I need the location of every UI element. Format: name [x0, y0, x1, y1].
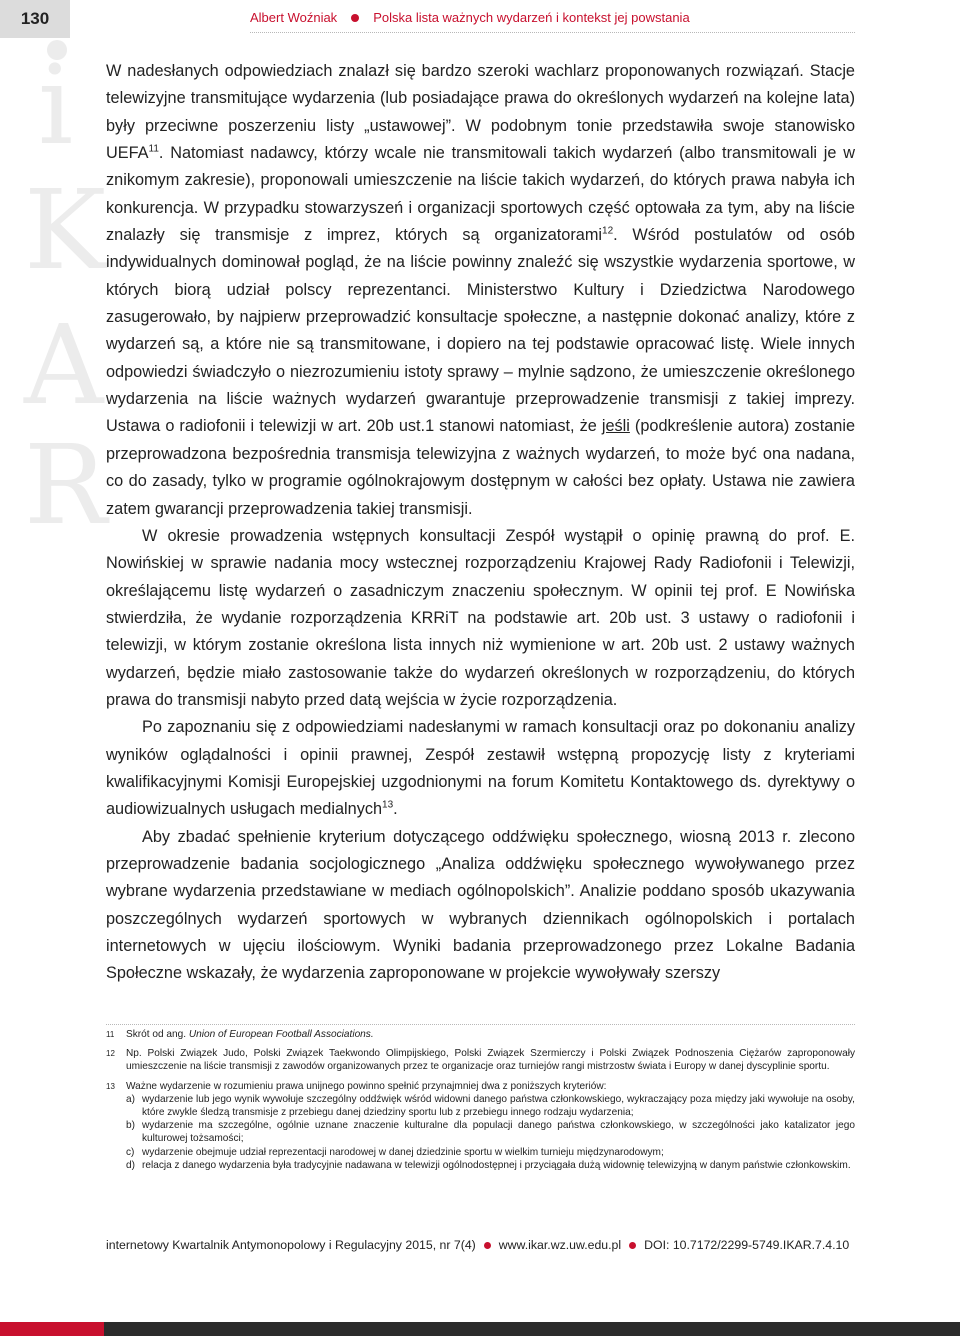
footnote-ref-13[interactable]: 13: [382, 799, 394, 811]
bullet-dot-icon: [629, 1242, 636, 1249]
paragraph-4: Aby zbadać spełnienie kryterium dotyczącego oddźwięku społecznego, wiosną 2013 r. zlecono przeprowadzenie badania socjologicznego „Analiza oddźwięku społecznego wywoływanego przez wybrane wydarzenia przedstawiane w mediach ogólnopolskich”. Analizie poddano sposób ukazywania poszczególnych wydarzeń sportowych w wybranych dziennikach ogólnopolskich i portalach internetowych w ujęciu ilościowym. Wyniki badania przeprowadzonego przez Lokalne Badania Społeczne wskazały, że wydarzenia zaproponowane w projekcie wywoływały szerszy: [106, 827, 855, 983]
footnote-11: 11 Skrót od ang. Union of European Football Associations.: [106, 1029, 374, 1040]
bullet-dot-icon: [351, 14, 359, 22]
footer-journal: internetowy Kwartalnik Antymonopolowy i Regulacyjny 2015, nr 7(4): [106, 1238, 476, 1252]
footer-doi: DOI: 10.7172/2299-5749.IKAR.7.4.10: [644, 1238, 850, 1252]
header-author: Albert Woźniak: [250, 10, 338, 25]
footnote-ref-12[interactable]: 12: [602, 225, 614, 237]
page-footer: [106, 1238, 866, 1252]
footnote-number: 13: [106, 1081, 115, 1091]
running-header: [250, 10, 855, 34]
footer-dark-bar: [104, 1322, 960, 1336]
paragraph-1: W nadesłanych odpowiedziach znalazł się bardzo szeroki wachlarz proponowanych rozwiązań. Stacje telewizyjne transmitujące wydarzenia (lub posiadające prawa do określonych wydarzeń na kolejne lata) były przeciwne poszerzeniu listy „ustawowej”. W podobnym tonie przedstawiła swoje stanowisko UEFA$^{11}$. Natomiast nadawcy, którzy wcale nie transmitowali takich wydarzeń (albo transmitowali je w znikomym zakresie), proponowali umieszczenie na liście takich wydarzeń, do których prawa nabyła ich konkurencja. W przypadku stowarzyszeń i organizacji sportowych część optowała za tym, aby na liście znalazły się transmisje z imprez, których są organizatorami$^{12}$. Wśród postulatów od osób indywidualnych dominował pogląd, że na liście powinny znaleźć się wszystkie wydarzenia sportowe, w których biorą udział polscy reprezentanci. Ministerstwo Kultury i Dziedzictwa Narodowego zasugerowało, by najpierw przeprowadzić konsultacje społeczne, a następnie dokonać analizy, które z wydarzeń są, a które nie są transmitowane, i dopiero na tej podstawie opracować listę. Wiele innych odpowiedzi świadczyło o niezrozumieniu istoty sprawy – mylnie sądzono, że umieszczenie określonego wydarzenia na liście ważnych wydarzeń gwarantuje przeprowadzenie transmisji z takiej imprezy. Ustawa o radiofonii i telewizji w art. 20b ust.1 stanowi natomiast, że jeśli (podkreślenie autora) zostanie przeprowadzona bezpośrednia transmisja telewizyjna z ważnych wydarzeń, to może być ona nadana, co do zasady, tylko w programie ogólnokrajowym dostępnym w całości bez opłaty. Ustawa nie zawiera zatem gwarancji przeprowadzenia takiej transmisji.: [106, 62, 855, 518]
footnote-ref-11[interactable]: 11: [148, 143, 159, 155]
footnote-number: 12: [106, 1049, 115, 1059]
list-item: a) wydarzenie lub jego wynik wywołuje szczególny oddźwięk wśród widowni danego państwa członkowskiego, wykraczający poza między jaki wywołuje na osoby, które zwykle śledzą transmisje z przebiegu danej dziedziny sportu lub z przebiegu innego rodzaju wydarzenia;: [126, 1093, 855, 1119]
logo-letter-a: A: [24, 301, 104, 429]
footnotes: [106, 1028, 855, 1178]
header-divider: [250, 32, 855, 33]
logo-letter-r: R: [24, 421, 107, 549]
ikar-logo: [20, 40, 110, 549]
page-number: 130: [0, 0, 70, 38]
logo-letter-i: i: [38, 41, 74, 169]
logo-letter-k: K: [24, 166, 107, 294]
footer-accent-bar: [0, 1322, 104, 1336]
criteria-list: [126, 1093, 855, 1172]
paragraph-3: Po zapoznaniu się z odpowiedziami nadesłanymi w ramach konsultacji oraz po dokonaniu analizy wyników oglądalności i opinii prawnej, Zespół zestawił wstępną propozycję listy z kryteriami kwalifikacyjnymi Komisji Europejskiej uzgodnionymi na forum Komitetu Kontaktowego ds. dyrektywy o audiowizualnych usługach medialnych$^{13}$.: [106, 718, 855, 819]
footnote-number: 11: [106, 1030, 115, 1039]
list-item: d) relacja z danego wydarzenia była tradycyjnie nadawana w telewizji ogólnodostępnej i przyciągała dużą widownię telewizyjną w danym państwie członkowskim.: [126, 1159, 851, 1171]
footnote-divider: [106, 1024, 855, 1025]
footnote-13: 13 Ważne wydarzenie w rozumieniu prawa unijnego powinno spełnić przynajmniej dwa z poniższych kryteriów: a) wydarzenie lub jego wynik wywołuje szczególny oddźwięk wśród widowni danego państwa członkowskiego, wykraczający poza między jaki wywołuje na osoby, które zwykle śledzą transmisje z przebiegu danej dziedziny sportu lub z przebiegu innego rodzaju wydarzenia; b) wydarzenie ma szczególne, ogólnie uznane znaczenie kulturalne dla populacji danego państwa członkowskiego, w szczególności jako katalizator jego kulturowej tożsamości; c) wydarzenie obejmuje udział reprezentacji narodowej w danej dziedzinie sportu w wielkim turnieju międzynarodowym; d) relacja z danego wydarzenia była tradycyjnie nadawana w telewizji ogólnodostępnej i przyciągała dużą widownię telewizyjną w danym państwie członkowskim.: [106, 1080, 855, 1171]
underlined-word: jeśli: [601, 417, 630, 436]
footer-url-link[interactable]: www.ikar.wz.uw.edu.pl: [498, 1238, 622, 1252]
list-item: b) wydarzenie ma szczególne, ogólnie uznane znaczenie kulturalne dla populacji danego państwa członkowskiego, w szczególności jako katalizator jego kulturowej tożsamości;: [126, 1120, 855, 1145]
bullet-dot-icon: [484, 1242, 491, 1249]
list-item: c) wydarzenie obejmuje udział reprezentacji narodowej w danej dziedzinie sportu w wielkim turnieju międzynarodowym;: [126, 1146, 664, 1158]
article-body: [106, 58, 855, 988]
paragraph-2: W okresie prowadzenia wstępnych konsultacji Zespół wystąpił o opinię prawną do prof. E. Nowińskiej w sprawie nadania mocy wstecznej rozporządzeniu Krajowej Rady Radiofonii i Telewizji, określającemu listę wydarzeń o zasadniczym znaczeniu społecznym. W opinii tej prof. E Nowińska stwierdziła, że wydanie rozporządzenia KRRiT na podstawie art. 20b ust. 3 ustawy o radiofonii i telewizji, w którym zostanie określona lista innych niż wymienione w art. 20b ust. 2 ustawy ważnych wydarzeń, będzie miało zastosowanie także do wydarzeń określonych w rozporządzeniu, do których prawa do transmisji nabyto przed datą wejścia w życie rozporządzenia.: [106, 526, 855, 709]
footnote-12: 12 Np. Polski Związek Judo, Polski Związek Taekwondo Olimpijskiego, Polski Związek Szermierczy i Polski Związek Podnoszenia Ciężarów zaproponowały umieszczenie na liście transmisji z zawodów organizowanych przez te organizacje oraz turniejów rangi mistrzostw świata i Europy w danej dyscyplinie sportu.: [106, 1048, 855, 1073]
header-article-title: Polska lista ważnych wydarzeń i kontekst jej powstania: [373, 10, 690, 25]
